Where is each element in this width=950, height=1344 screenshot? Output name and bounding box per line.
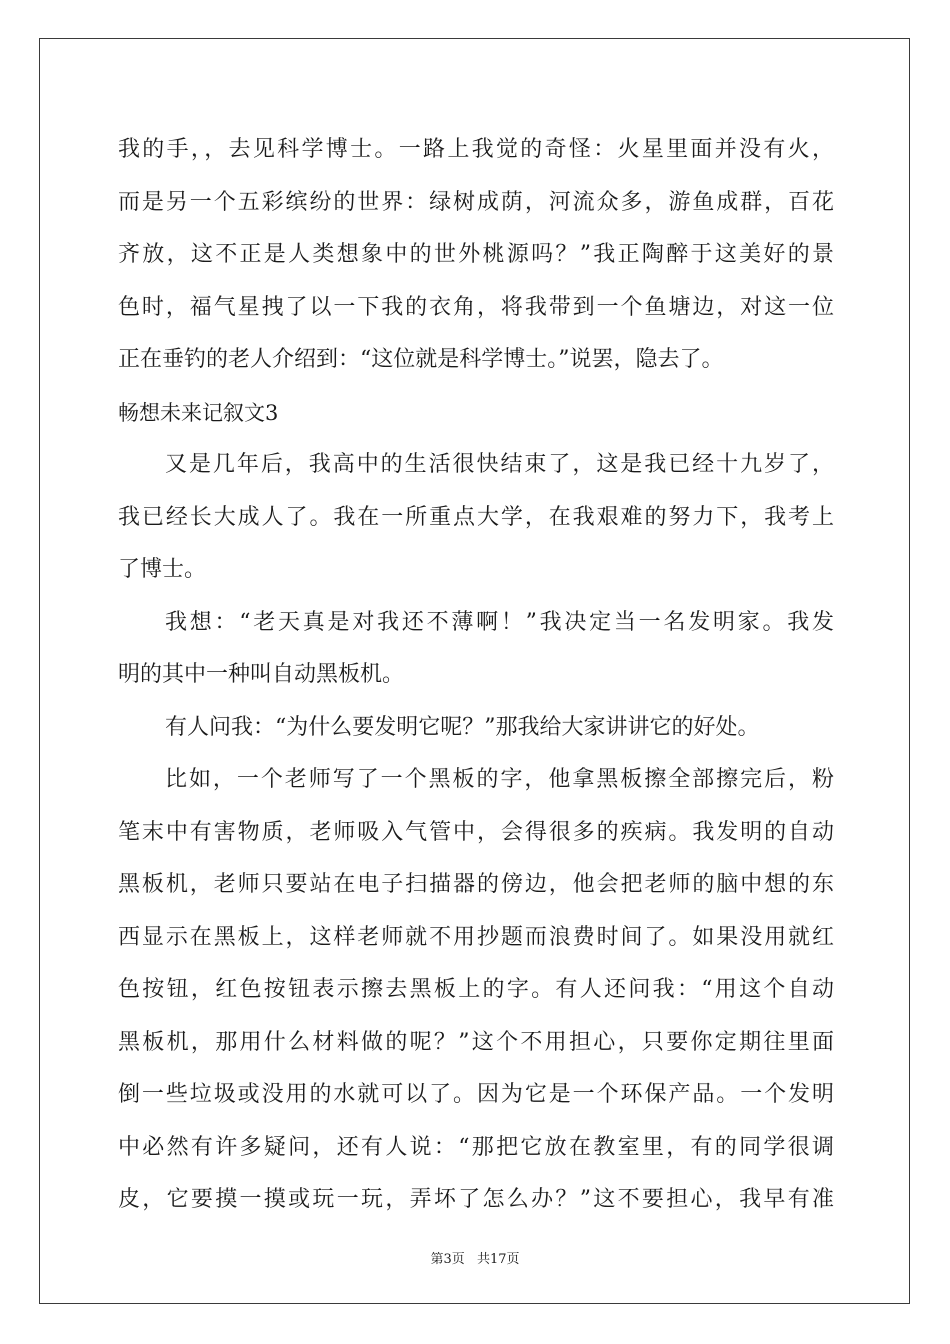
text-line-content: 皮，它要摸一摸或玩一玩，弄坏了怎么办？”这不要担心，我早有准	[118, 1187, 834, 1212]
text-line	[118, 282, 834, 335]
page-total: 共17页	[476, 1252, 520, 1267]
text-line	[118, 1017, 834, 1070]
text-line	[118, 492, 834, 545]
text-line	[118, 334, 834, 387]
text-line	[118, 177, 834, 230]
text-line-content: 色时，福气星拽了以一下我的衣角，将我带到一个鱼塘边，对这一位	[118, 294, 834, 320]
section-heading	[118, 387, 834, 440]
text-line-content: 我已经长大成人了。我在一所重点大学，在我艰难的努力下，我考上	[118, 504, 834, 530]
text-line-content: 中必然有许多疑问，还有人说：“那把它放在教室里，有的同学很调	[118, 1134, 834, 1160]
text-line-content: 倒一些垃圾或没用的水就可以了。因为它是一个环保产品。一个发明	[118, 1082, 834, 1107]
text-line-content: 畅想未来记叙文3	[118, 400, 279, 425]
text-line-content: 明的其中一种叫自动黑板机。	[118, 662, 405, 687]
text-line	[118, 229, 834, 282]
page-footer	[0, 1248, 950, 1267]
text-line	[118, 544, 834, 597]
text-line-content: 西显示在黑板上，这样老师就不用抄题而浪费时间了。如果没用就红	[118, 924, 834, 950]
text-line-content: 有人问我：“为什么要发明它呢？”那我给大家讲讲它的好处。	[165, 714, 760, 740]
text-line	[118, 807, 834, 860]
text-line-content: 笔末中有害物质，老师吸入气管中，会得很多的疾病。我发明的自动	[118, 819, 834, 845]
text-line	[118, 597, 834, 650]
text-line-content: 我想：“老天真是对我还不薄啊！”我决定当一名发明家。我发	[165, 609, 834, 635]
text-line-content: 正在垂钓的老人介绍到：“这位就是科学博士。”说罢，隐去了。	[118, 347, 724, 372]
text-line-content: 齐放，这不正是人类想象中的世外桃源吗？”我正陶醉于这美好的景	[118, 242, 834, 267]
text-line	[118, 649, 834, 702]
text-line-content: 色按钮，红色按钮表示擦去黑板上的字。有人还问我：“用这个自动	[118, 977, 834, 1002]
text-line-content: 而是另一个五彩缤纷的世界：绿树成荫，河流众多，游鱼成群，百花	[118, 189, 834, 215]
text-line	[118, 859, 834, 912]
text-line	[118, 124, 834, 177]
text-line-content: 又是几年后，我高中的生活很快结束了，这是我已经十九岁了，	[165, 452, 834, 477]
text-line-content: 黑板机，那用什么材料做的呢？”这个不用担心，只要你定期往里面	[118, 1029, 834, 1055]
document-body	[118, 124, 834, 1227]
text-line-content: 了博士。	[118, 557, 207, 582]
text-line-content: 我的手，，去见科学博士。一路上我觉的奇怪：火星里面并没有火，	[118, 137, 834, 162]
text-line	[118, 754, 834, 807]
text-line-content: 比如，一个老师写了一个黑板的字，他拿黑板擦全部擦完后，粉	[165, 767, 834, 792]
text-line	[118, 964, 834, 1017]
page-number: 第3页	[430, 1252, 465, 1267]
text-line	[118, 1069, 834, 1122]
text-line	[118, 912, 834, 965]
text-line	[118, 702, 834, 755]
text-line	[118, 439, 834, 492]
text-line-content: 黑板机，老师只要站在电子扫描器的傍边，他会把老师的脑中想的东	[118, 872, 834, 897]
text-line	[118, 1122, 834, 1175]
text-line	[118, 1174, 834, 1227]
